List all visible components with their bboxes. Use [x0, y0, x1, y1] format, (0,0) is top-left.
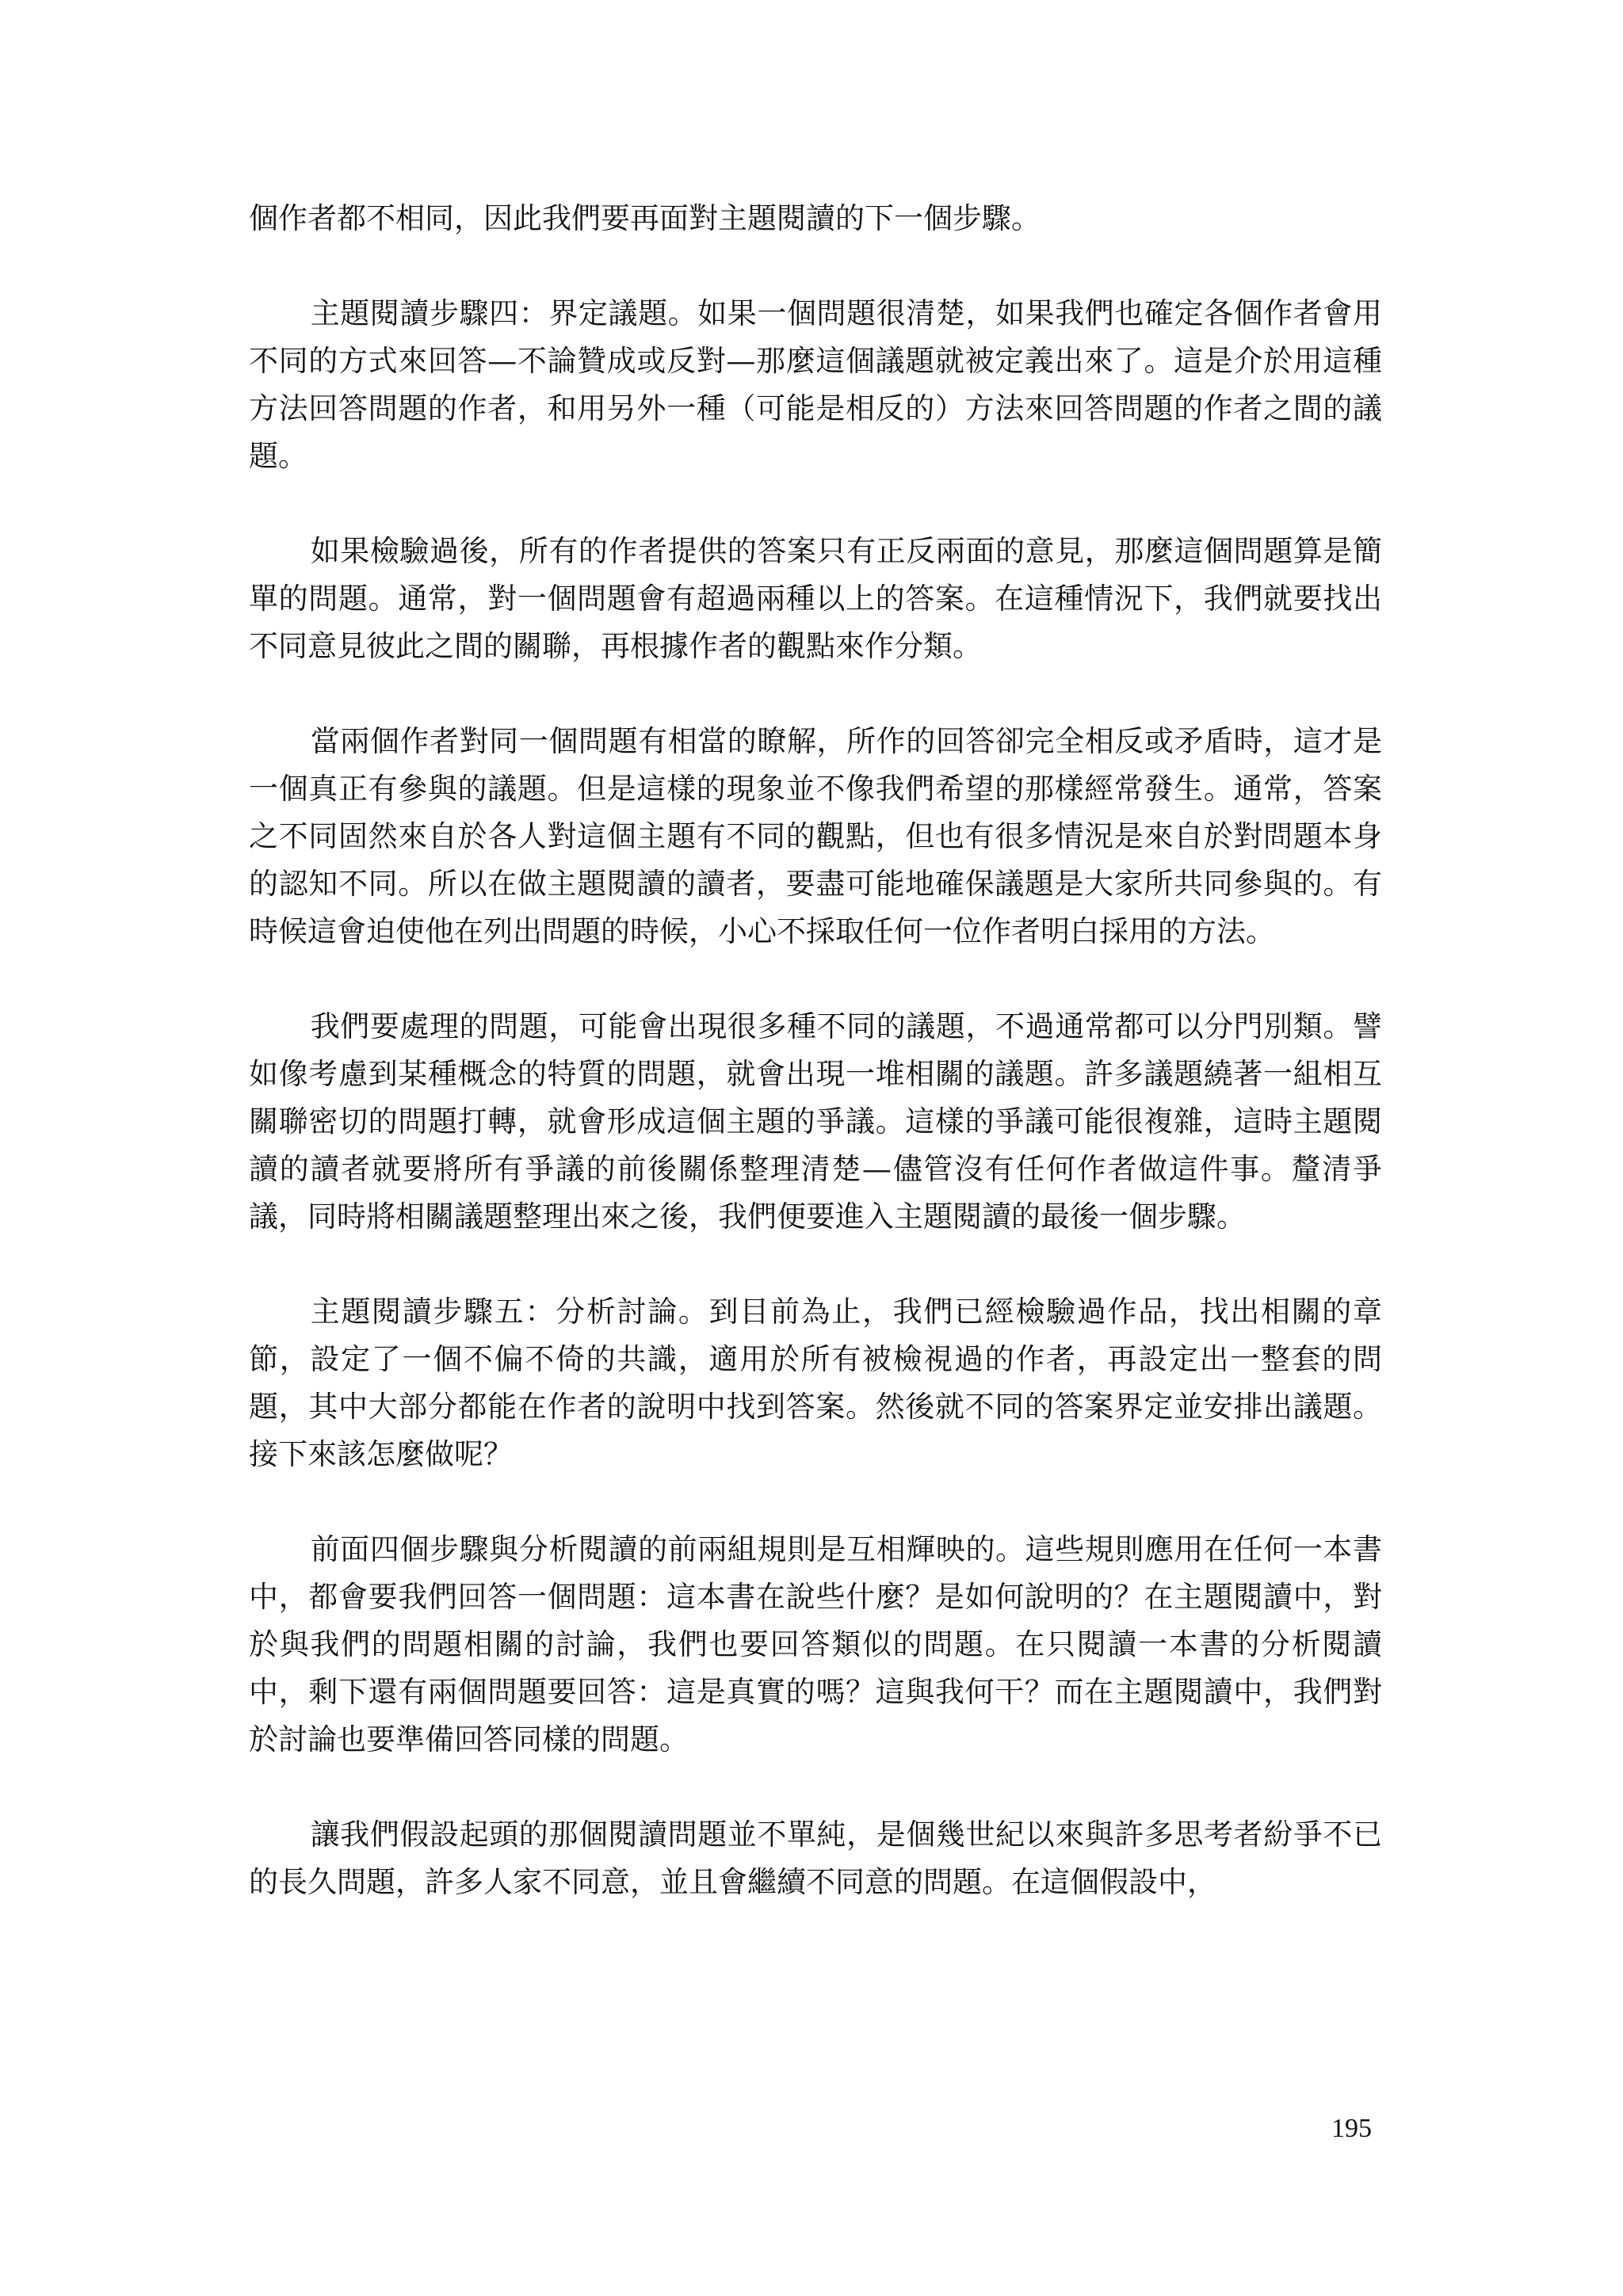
paragraph-step-four: 主題閱讀步驟四：界定議題。如果一個問題很清楚，如果我們也確定各個作者會用不同的方式來回答—不論贊成或反對—那麼這個議題就被定義出來了。這是介於用這種方法回答問題的作者，和用另外一種（可能是相反的）方法來回答問題的作者之間的議題。 [249, 296, 1382, 473]
paragraph-assumption: 讓我們假設起頭的那個閱讀問題並不單純，是個幾世紀以來與許多思考者紛爭不已的長久問題，許多人家不同意，並且會繼續不同意的問題。在這個假設中， [249, 1817, 1382, 1899]
paragraph-analytical-rules: 前面四個步驟與分析閱讀的前兩組規則是互相輝映的。這些規則應用在任何一本書中，都會要我們回答一個問題：這本書在說些什麼？是如何說明的？在主題閱讀中，對於與我們的問題相關的討論，我們也要回答類似的問題。在只閱讀一本書的分析閱讀中，剩下還有兩個問題要回答：這是真實的嗎？這與我何干？而在主題閱讀中，我們對於討論也要準備回答同樣的問題。 [249, 1532, 1382, 1756]
paragraph-true-issue: 當兩個作者對同一個問題有相當的瞭解，所作的回答卻完全相反或矛盾時，這才是一個真正有參與的議題。但是這樣的現象並不像我們希望的那樣經常發生。通常，答案之不同固然來自於各人對這個主題有不同的觀點，但也有很多情況是來自於對問題本身的認知不同。所以在做主題閱讀的讀者，要盡可能地確保議題是大家所共同參與的。有時候這會迫使他在列出問題的時候，小心不採取任何一位作者明白採用的方法。 [249, 724, 1382, 948]
paragraph-continuation: 個作者都不相同，因此我們要再面對主題閱讀的下一個步驟。 [249, 201, 1041, 235]
body-text [249, 195, 1382, 1954]
paragraph-controversy: 我們要處理的問題，可能會出現很多種不同的議題，不過通常都可以分門別類。譬如像考慮到某種概念的特質的問題，就會出現一堆相關的議題。許多議題繞著一組相互關聯密切的問題打轉，就會形成這個主題的爭議。這樣的爭議可能很複雜，這時主題閱讀的讀者就要將所有爭議的前後關係整理清楚—儘管沒有任何作者做這件事。釐清爭議，同時將相關議題整理出來之後，我們便要進入主題閱讀的最後一個步驟。 [249, 1009, 1382, 1234]
paragraph-simple-question: 如果檢驗過後，所有的作者提供的答案只有正反兩面的意見，那麼這個問題算是簡單的問題。通常，對一個問題會有超過兩種以上的答案。在這種情況下，我們就要找出不同意見彼此之間的關聯，再根據作者的觀點來作分類。 [249, 534, 1382, 663]
page-number: 195 [1331, 2114, 1372, 2143]
paragraph-step-five: 主題閱讀步驟五：分析討論。到目前為止，我們已經檢驗過作品，找出相關的章節，設定了一個不偏不倚的共識，適用於所有被檢視過的作者，再設定出一整套的問題，其中大部分都能在作者的說明中找到答案。然後就不同的答案界定並安排出議題。接下來該怎麼做呢？ [249, 1295, 1382, 1471]
